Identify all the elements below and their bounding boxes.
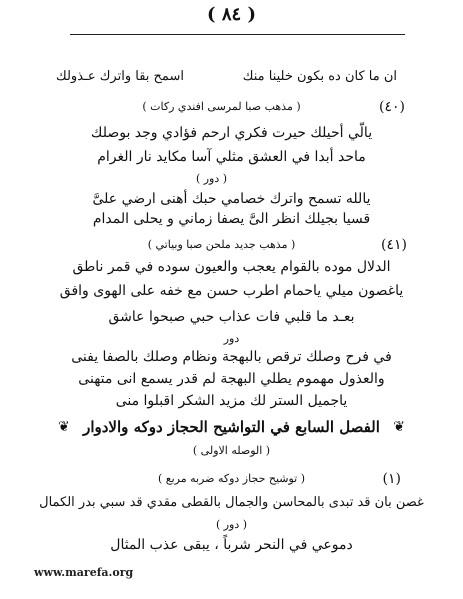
song-40-dor-label: ( دور ) xyxy=(195,172,228,185)
song-41-dor-line: والعذول مهموم يطلي البهجة لم قدر يسمع انى متهنى xyxy=(78,371,385,387)
footer-site: www.marefa.org xyxy=(34,566,134,579)
song-1-dor-line: دموعي في النحر شرباً ، يبقى عذب المثال xyxy=(110,537,353,553)
section-title: الفصل السابع في التواشيح الحجاز دوكه والادوار xyxy=(83,418,380,436)
song-1-heading: ( توشيح حجاز دوكه ضربه مربع ) xyxy=(157,472,306,485)
song-40-dor-line: يالله تسمح واترك خصامي حبك أهنى ارضي علىَّ xyxy=(92,191,371,207)
song-40-dor-line: قسيا بجيلك انظر الىَّ يصفا زماني و يحلى المدام xyxy=(92,211,371,227)
song-41-line: بعـد ما قلبي فات عذاب حبي صبحوا عاشق xyxy=(108,309,355,325)
page-number: ( ٨٤ ) xyxy=(207,4,256,25)
song-41-dor-line: ياجميل الستر لك مزيد الشكر اقبلوا منى xyxy=(115,393,348,409)
song-40-heading: ( مذهب صبا لمرسى افندي ركات ) xyxy=(142,100,301,113)
song-1-dor-label: ( دور ) xyxy=(215,518,248,531)
song-41-line: الدلال موده بالقوام يعجب والعيون سوده في قمر ناطق xyxy=(72,259,391,275)
section-subtitle: ( الوصله الاولى ) xyxy=(192,444,271,457)
song-41-heading: ( مذهب جديد ملحن صبا وبياتي ) xyxy=(147,238,296,251)
song-41-dor-line: في فرح وصلك ترقص بالبهجة ونظام وصلك بالصفا يفنى xyxy=(71,349,392,365)
section-ornament-right: ❦ xyxy=(393,419,405,435)
section-ornament-left: ❦ xyxy=(58,419,70,435)
header-rule xyxy=(70,34,405,35)
song-41-number: (٤١) xyxy=(381,237,407,253)
song-40-line: يالّي أحيلك حيرت فكري ارحم فؤادي وجد بوصلك xyxy=(90,125,373,141)
top-line-left: اسمح بقا واترك عـذولك xyxy=(56,69,184,84)
song-40-number: (٤٠) xyxy=(379,99,405,115)
song-41-line: ياغصون ميلي ياحمام اطرب حسن مع خفه على الهوى وافق xyxy=(59,283,404,299)
song-1-number: (١) xyxy=(382,471,401,487)
song-40-line: ماحد أبدا في العشق مثلي آسا مكايد نار الغرام xyxy=(97,149,366,165)
top-line-right: ان ما كان ده بكون خلينا منك xyxy=(242,69,397,84)
song-1-line: غصن بان قد تبدى بالمحاسن والجمال بالقطى مقدي قد سبي بدر الكمال xyxy=(39,495,424,510)
song-41-dor-label: دور xyxy=(223,332,240,345)
